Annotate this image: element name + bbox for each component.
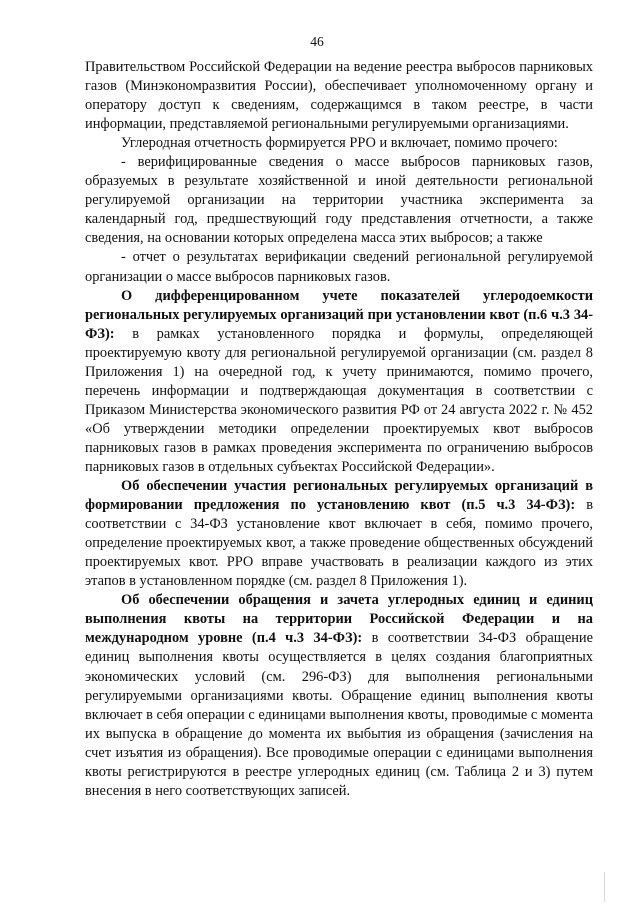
- paragraph: [85, 58, 593, 134]
- paragraph-text: - отчет о результатах верификации сведений региональной регулируемой организации о массе выбросов парниковых газов.: [85, 249, 593, 285]
- document-body: [85, 58, 593, 801]
- paragraph-text: Правительством Российской Федерации на ведение реестра выбросов парниковых газов (Минэкономразвития России), обеспечивает уполномоченному органу и оператору доступ к сведениям, содержащимся в таком реестре, в части информации, представляемой региональными регулируемыми организациями.: [85, 59, 593, 133]
- paragraph-text: Углеродная отчетность формируется РРО и включает, помимо прочего:: [121, 135, 558, 152]
- list-item-paragraph: [85, 248, 593, 286]
- section-heading: Об обеспечении обращения и зачета углеродных единиц и единиц выполнения квоты на территории Российской Федерации и на международном уровне (п.4 ч.3 34-ФЗ):: [85, 592, 593, 647]
- paragraph-text: в рамках установленного порядка и формулы, определяющей проектируемую квоту для региональной регулируемой организации (см. раздел 8 Приложения 1) на очередной год, к учету принимаются, помимо прочего, перечень информации и подтверждающая документация в соответствии с Приказом Министерства экономического развития РФ от 24 августа 2022 г. № 452 «Об утверждении методики определении проектируемых квот выбросов парниковых газов в рамках проведения эксперимента по ограничению выбросов парниковых газов в отдельных субъектах Российской Федерации».: [85, 325, 593, 475]
- scan-edge-line: [604, 872, 605, 902]
- list-item-paragraph: [85, 153, 593, 248]
- paragraph-text: - верифицированные сведения о массе выбросов парниковых газов, образуемых в результате хозяйственной и иной деятельности региональной регулируемой организации на территории участника эксперимента за календарный год, предшествующий году представления отчетности, а также сведения, на основании которых определена масса этих выбросов; а также: [85, 154, 593, 247]
- section-heading: О дифференцированном учете показателей углеродоемкости региональных регулируемых организаций при установлении квот (п.6 ч.3 34-ФЗ):: [85, 287, 593, 342]
- section-paragraph: [85, 287, 593, 477]
- paragraph-text: в соответствии 34-ФЗ обращение единиц выполнения квоты осуществляется в целях создания благоприятных экономических условий (см. 296-ФЗ) для выполнения региональными регулируемыми организациями квоты. Обращение единиц выполнения квоты включает в себя операции с единицами выполнения квоты, проводимые с момента их выпуска в обращение до момента их выбытия из обращения (зачисления на счет изъятия из обращения). Все проводимые операции с единицами выполнения квоты регистрируются в реестре углеродных единиц (см. Таблица 2 и 3) путем внесения в него соответствующих записей.: [85, 630, 593, 799]
- page-number: 46: [310, 34, 324, 49]
- paragraph-text: в соответствии с 34-ФЗ установление квот включает в себя, помимо прочего, определение проектируемых квот, а также проведение общественных обсуждений проектируемых квот. РРО вправе участвовать в реализации каждого из этих этапов в установленном порядке (см. раздел 8 Приложения 1).: [85, 497, 593, 590]
- section-heading: Об обеспечении участия региональных регулируемых организаций в формировании предложения по установлению квот (п.5 ч.3 34-ФЗ):: [85, 478, 593, 514]
- paragraph: [85, 134, 593, 153]
- section-paragraph: [85, 591, 593, 801]
- section-paragraph: [85, 477, 593, 591]
